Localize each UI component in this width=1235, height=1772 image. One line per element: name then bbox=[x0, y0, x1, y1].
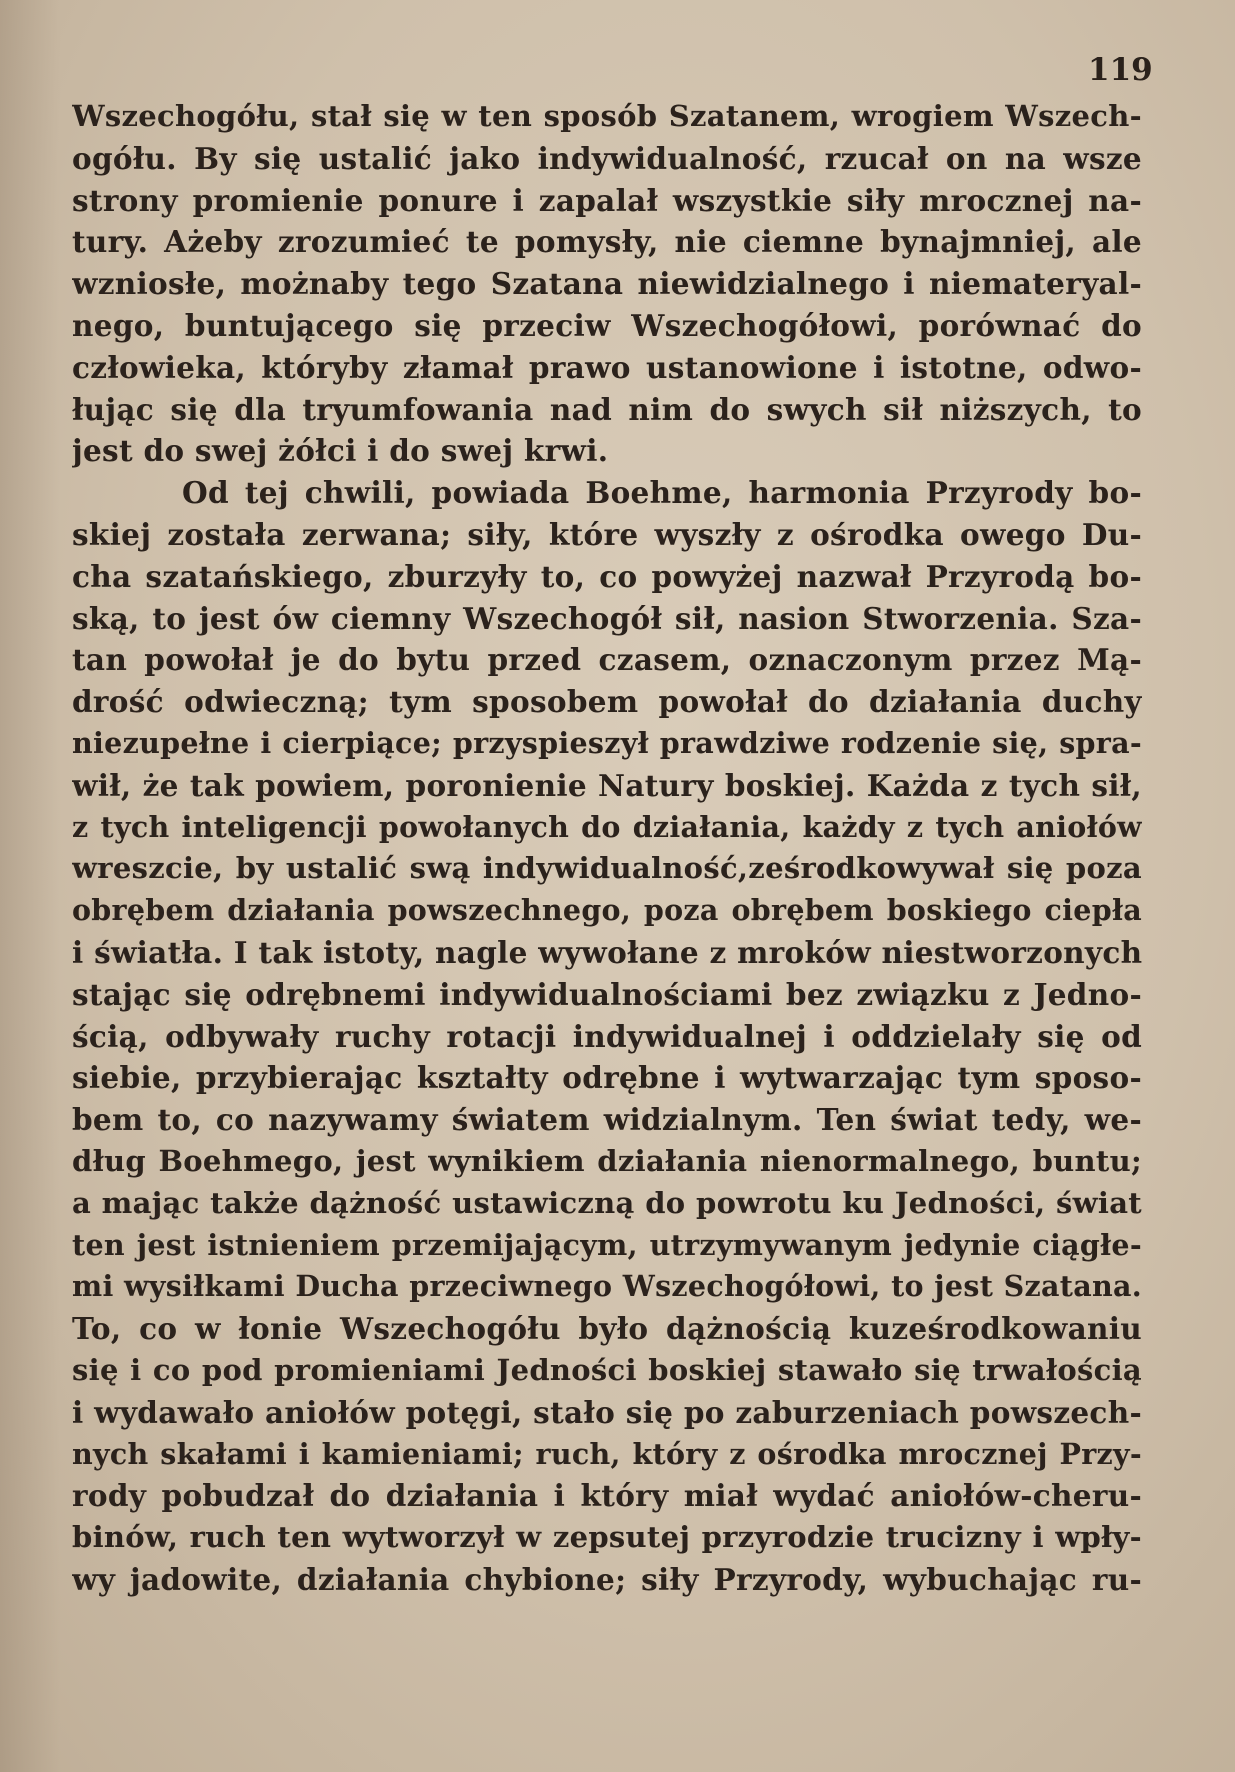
text-line: wzniosłe, możnaby tego Szatana niewidzialnego i niemateryal- bbox=[72, 266, 1142, 302]
text-line: tury. Ażeby zrozumieć te pomysły, nie ciemne bynajmniej, ale bbox=[72, 224, 1142, 260]
text-line: drość odwieczną; tym sposobem powołał do działania duchy bbox=[72, 684, 1142, 720]
text-line: siebie, przybierając kształty odrębne i wytwarzając tym sposo- bbox=[72, 1060, 1142, 1096]
text-line: stając się odrębnemi indywidualnościami bez związku z Jedno- bbox=[72, 976, 1142, 1012]
text-line: tan powołał je do bytu przed czasem, oznaczonym przez Mą- bbox=[72, 642, 1142, 678]
page-number: 119 bbox=[1088, 52, 1153, 88]
text-line: łując się dla tryumfowania nad nim do swych sił niższych, to bbox=[72, 391, 1142, 427]
text-line: To, co w łonie Wszechogółu było dążnością kuześrodkowaniu bbox=[72, 1311, 1142, 1347]
text-line: wy jadowite, działania chybione; siły Przyrody, wybuchając ru- bbox=[72, 1561, 1142, 1597]
text-line: a mając także dążność ustawiczną do powrotu ku Jedności, świat bbox=[72, 1185, 1142, 1220]
text-line: ten jest istnieniem przemijającym, utrzymywanym jedynie ciągłe- bbox=[72, 1227, 1142, 1262]
text-line: rody pobudzał do działania i który miał wydać aniołów-cheru- bbox=[72, 1478, 1142, 1514]
text-line: ścią, odbywały ruchy rotacji indywidualnej i oddzielały się od bbox=[72, 1018, 1142, 1054]
text-line: i wydawało aniołów potęgi, stało się po zaburzeniach powszech- bbox=[72, 1394, 1142, 1430]
text-line: nych skałami i kamieniami; ruch, który z ośrodka mrocznej Przy- bbox=[72, 1436, 1142, 1471]
text-line: mi wysiłkami Ducha przeciwnego Wszechogółowi, to jest Szatana. bbox=[72, 1269, 1142, 1304]
text-line: bem to, co nazywamy światem widzialnym. Ten świat tedy, we- bbox=[72, 1102, 1142, 1138]
text-line: obrębem działania powszechnego, poza obrębem boskiego ciepła bbox=[72, 893, 1142, 928]
text-line: niezupełne i cierpiące; przyspieszył prawdziwe rodzenie się, spra- bbox=[72, 725, 1142, 760]
text-line: z tych inteligencji powołanych do działania, każdy z tych aniołów bbox=[72, 809, 1142, 844]
text-line: człowieka, któryby złamał prawo ustanowione i istotne, odwo- bbox=[72, 349, 1142, 385]
text-line: Wszechogółu, stał się w ten sposób Szatanem, wrogiem Wszech- bbox=[72, 99, 1142, 133]
text-line: nego, buntującego się przeciw Wszechogółowi, porównać do bbox=[72, 307, 1142, 343]
text-line: się i co pod promieniami Jedności boskiej stawało się trwałością bbox=[72, 1352, 1142, 1387]
text-line: i światła. I tak istoty, nagle wywołane z mroków niestworzonych bbox=[72, 934, 1142, 970]
text-line: dług Boehmego, jest wynikiem działania nienormalnego, buntu; bbox=[72, 1143, 1142, 1178]
text-line: wił, że tak powiem, poronienie Natury boskiej. Każda z tych sił, bbox=[72, 767, 1142, 803]
text-line: strony promienie ponure i zapalał wszystkie siły mrocznej na- bbox=[72, 182, 1142, 218]
text-line: cha szatańskiego, zburzyły to, co powyżej nazwał Przyrodą bo- bbox=[72, 558, 1142, 594]
text-line: skiej została zerwana; siły, które wyszły z ośrodka owego Du- bbox=[72, 516, 1142, 552]
text-line: wreszcie, by ustalić swą indywidualność,ześrodkowywał się poza bbox=[72, 851, 1142, 886]
body-text bbox=[72, 96, 1142, 1601]
text-line: ską, to jest ów ciemny Wszechogół sił, nasion Stworzenia. Sza- bbox=[72, 600, 1142, 636]
page-edge-shadow bbox=[0, 0, 60, 1772]
text-line: ogółu. By się ustalić jako indywidualność, rzucał on na wsze bbox=[72, 140, 1142, 176]
text-line: binów, ruch ten wytworzył w zepsutej przyrodzie trucizny i wpły- bbox=[72, 1520, 1142, 1555]
text-line: jest do swej żółci i do swej krwi. bbox=[72, 433, 609, 469]
paragraph-start-line: Od tej chwili, powiada Boehme, harmonia Przyrody bo- bbox=[182, 475, 1142, 511]
